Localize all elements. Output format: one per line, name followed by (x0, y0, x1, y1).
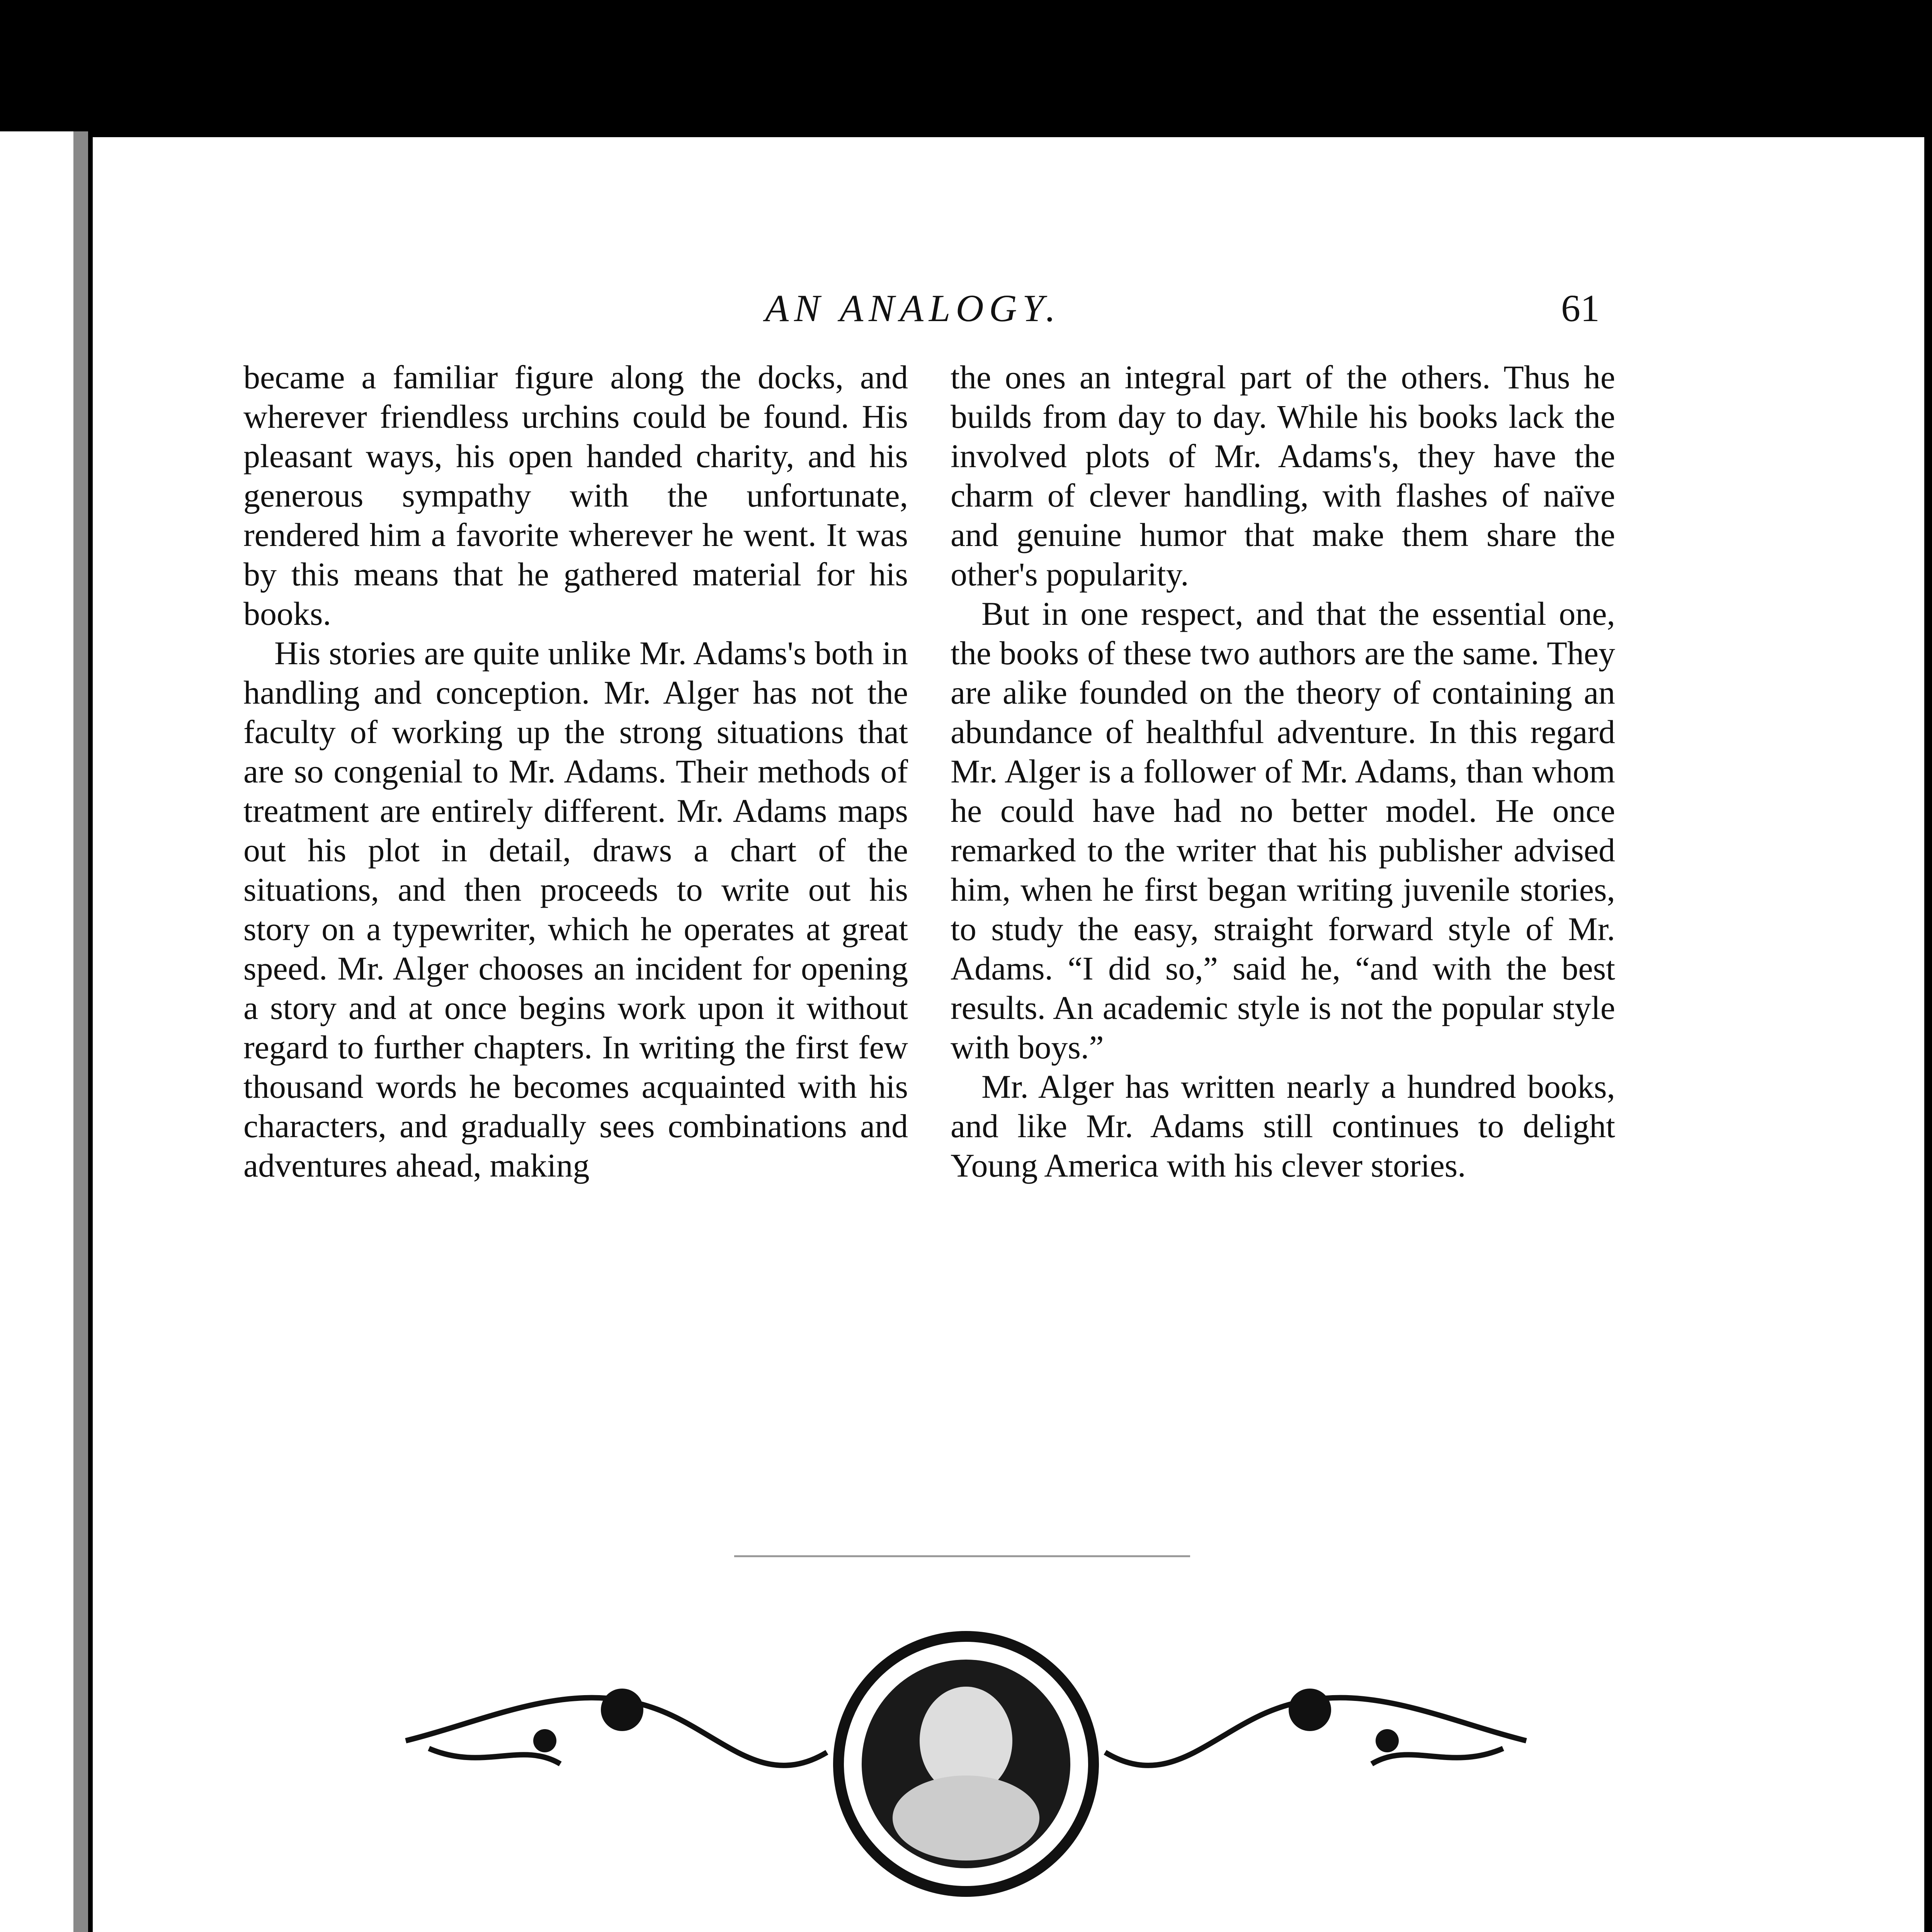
page-number: 61 (1561, 287, 1600, 330)
previous-page-edge (0, 131, 88, 1932)
paragraph: But in one respect, and that the essential one, the books of these two authors are the same. They are alike founded on the theory of containing an abundance of healthful adventure. In this regard Mr. Alger is a follower of Mr. Adams, than whom he could have had no better model. He once remarked to the writer that his publisher advised him, when he first began writing juvenile stories, to study the easy, straight forward style of Mr. Adams. “I did so,” said he, “and with the best results. An academic style is not the popular style with boys.” (951, 595, 1615, 1066)
section-divider (734, 1555, 1190, 1557)
article-column-left (243, 357, 908, 1185)
ornament-icon (383, 1625, 1549, 1932)
magazine-page (93, 137, 1924, 1932)
paragraph: became a familiar figure along the docks, and wherever friendless urchins could be found. His pleasant ways, his open handed charity, and his generous sympathy with the unfortunate, rendered him a favorite wherever he went. It was by this means that he gathered material for his books. (243, 359, 908, 632)
paragraph: His stories are quite unlike Mr. Adams's both in handling and conception. Mr. Alger has not the faculty of working up the strong situations that are so congenial to Mr. Adams. Their methods of treatment are entirely different. Mr. Adams maps out his plot in detail, draws a chart of the situations, and then proceeds to write out his story on a typewriter, which he operates at great speed. Mr. Alger chooses an incident for opening a story and at once begins work upon it without regard to further chapters. In writing the first few thousand words he becomes acquainted with his characters, and gradually sees combinations and adventures ahead, making (243, 634, 908, 1184)
paragraph: the ones an integral part of the others. Thus he builds from day to day. While his books lack the involved plots of Mr. Adams's, they have the charm of clever handling, with flashes of naïve and genuine humor that make them share the other's popularity. (951, 359, 1615, 593)
paragraph: Mr. Alger has written nearly a hundred books, and like Mr. Adams still continues to delight Young America with his clever stories. (951, 1068, 1615, 1184)
running-head: AN ANALOGY. (765, 287, 1061, 330)
article-column-right (951, 357, 1615, 1185)
